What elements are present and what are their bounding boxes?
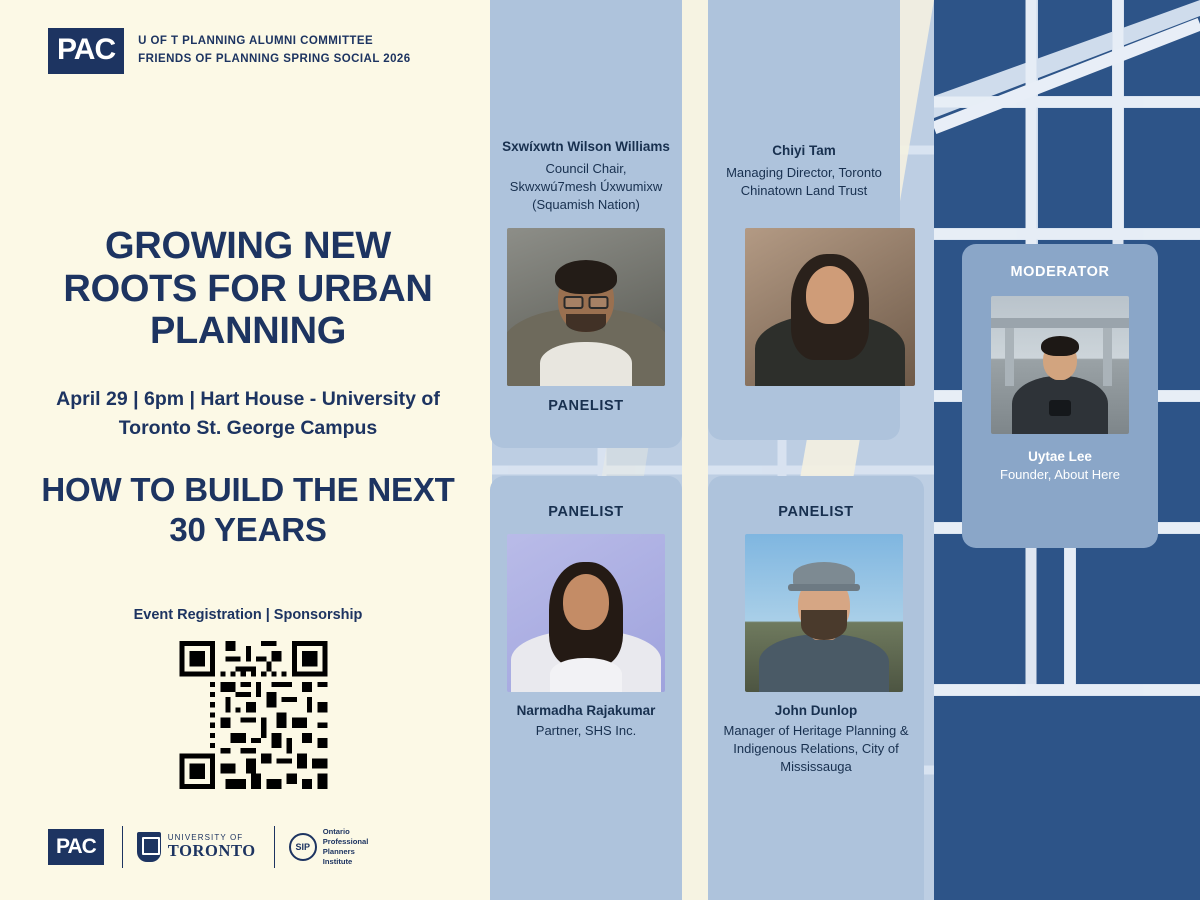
oppi-line-1: Ontario <box>322 826 350 836</box>
portrait-photo <box>991 296 1129 434</box>
pac-logo: PAC <box>48 28 124 74</box>
oppi-logo <box>274 826 369 868</box>
card-tag: PANELIST <box>548 504 624 520</box>
event-subtitle: HOW TO BUILD THE NEXT 30 YEARS <box>41 471 455 548</box>
card-name: John Dunlop <box>774 703 858 718</box>
footer-logos <box>48 826 368 868</box>
card-tag: PANELIST <box>548 398 624 414</box>
uoft-crest-icon <box>137 832 161 862</box>
oppi-line-4: Institute <box>322 857 353 867</box>
moderator-card-uytae-lee <box>962 244 1158 548</box>
portrait-photo <box>745 534 903 692</box>
brand-line-1: U OF T PLANNING ALUMNI COMMITTEE <box>138 35 374 48</box>
panelist-card-narmadha-rajakumar <box>490 476 682 900</box>
brand-text <box>138 33 411 69</box>
uoft-logo <box>122 826 256 868</box>
brand-line-2: FRIENDS OF PLANNING SPRING SOCIAL 2026 <box>138 53 411 65</box>
card-role: Council Chair, Skwxwú7mesh Úxwumixw (Squamish Nation) <box>509 161 663 213</box>
oppi-line-3: Planners <box>322 847 355 856</box>
registration-label: Event Registration | Sponsorship <box>133 607 363 623</box>
column-gap-2 <box>682 0 708 900</box>
portrait-photo <box>507 534 665 692</box>
pac-footer-logo: PAC <box>48 829 104 865</box>
card-tag: PANELIST <box>778 504 854 520</box>
left-info-panel <box>0 0 482 900</box>
uoft-line-2: TORONTO <box>167 841 256 861</box>
panelist-card-wilson-williams <box>490 0 682 448</box>
card-name: Narmadha Rajakumar <box>516 703 656 718</box>
event-details: April 29 | 6pm | Hart House - University of Toronto St. George Campus <box>56 388 440 440</box>
brand-lockup <box>48 28 411 74</box>
card-role: Managing Director, Toronto Chinatown Land Trust <box>726 165 882 199</box>
card-name: Sxwíxwtn Wilson Williams <box>502 139 670 154</box>
oppi-line-2: Professional <box>322 836 369 846</box>
oppi-mark-icon <box>289 833 317 861</box>
card-tag: MODERATOR <box>1010 264 1110 280</box>
portrait-photo <box>507 228 665 386</box>
uoft-line-1: UNIVERSITY OF <box>167 832 244 842</box>
panelist-card-chiyi-tam <box>708 0 900 440</box>
page-title: GROWING NEW ROOTS FOR URBAN PLANNING <box>63 225 433 353</box>
qr-code[interactable] <box>172 641 335 789</box>
card-role: Founder, About Here <box>1000 467 1120 482</box>
card-role: Partner, SHS Inc. <box>535 723 637 738</box>
card-role: Manager of Heritage Planning & Indigenous Relations, City of Mississauga <box>723 723 909 775</box>
card-name: Uytae Lee <box>1028 449 1092 464</box>
qr-code-icon <box>172 641 335 789</box>
portrait-photo <box>745 228 915 386</box>
card-name: Chiyi Tam <box>772 143 836 158</box>
panelist-card-john-dunlop <box>708 476 924 900</box>
